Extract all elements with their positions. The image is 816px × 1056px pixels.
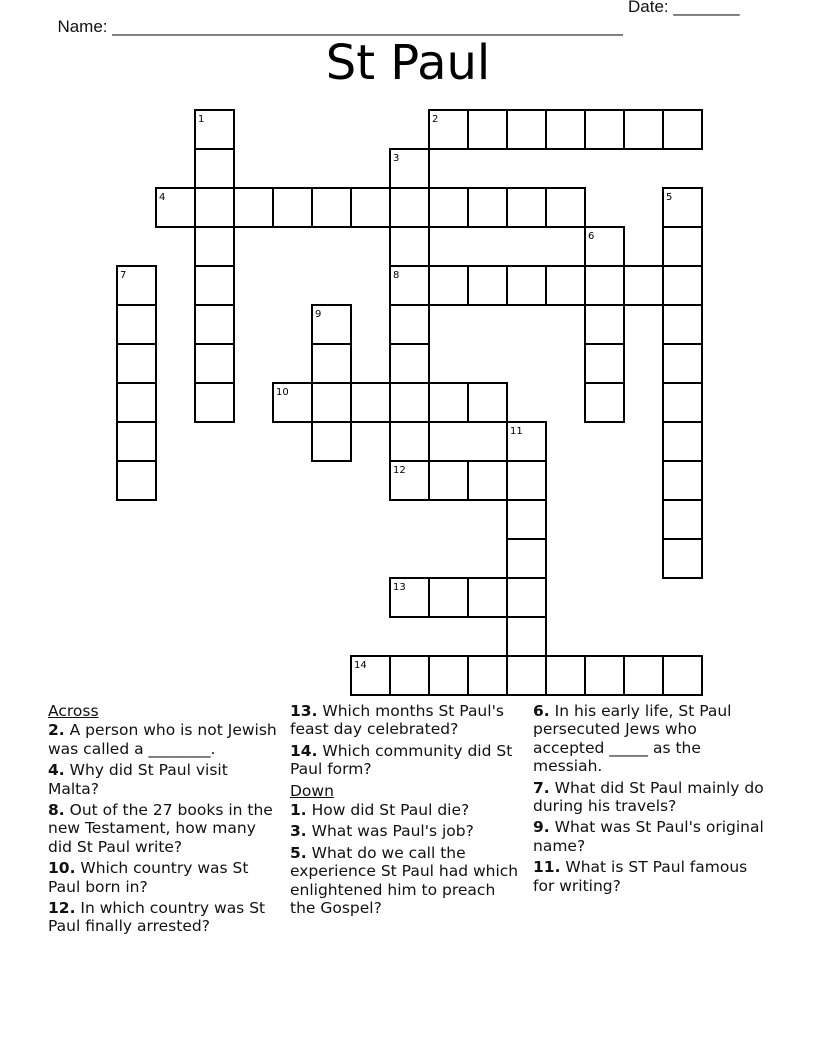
- grid-cell[interactable]: [468, 110, 507, 149]
- grid-cell[interactable]: [312, 188, 351, 227]
- clue-text: What was Paul's job?: [311, 822, 474, 841]
- grid-cell[interactable]: [429, 656, 468, 695]
- clue-across-4: [48, 761, 278, 798]
- grid-cell[interactable]: [390, 188, 429, 227]
- grid-cell[interactable]: [117, 461, 156, 500]
- clue-text: What did St Paul mainly do during his travels?: [533, 778, 764, 816]
- down-heading: Down: [290, 781, 334, 800]
- grid-cell[interactable]: [312, 422, 351, 461]
- grid-cell[interactable]: [468, 578, 507, 617]
- grid-cell[interactable]: [468, 188, 507, 227]
- grid-cell[interactable]: [585, 656, 624, 695]
- clue-text: Out of the 27 books in the new Testament, how many did St Paul write?: [48, 801, 273, 856]
- clue-down-5: [290, 844, 522, 918]
- grid-cell[interactable]: [663, 110, 702, 149]
- clue-down-7: [533, 779, 765, 816]
- grid-cell[interactable]: [312, 383, 351, 422]
- grid-cell[interactable]: [507, 617, 546, 656]
- grid-cell[interactable]: [273, 188, 312, 227]
- grid-cell[interactable]: [195, 149, 234, 188]
- cell-number: 8: [393, 270, 400, 281]
- cell-number: 5: [666, 192, 673, 203]
- grid-cell[interactable]: [390, 227, 429, 266]
- grid-cell[interactable]: [429, 266, 468, 305]
- grid-cell[interactable]: [663, 305, 702, 344]
- grid-cell[interactable]: [507, 266, 546, 305]
- grid-cell[interactable]: [468, 656, 507, 695]
- grid-cell[interactable]: [507, 578, 546, 617]
- grid-cell[interactable]: [624, 266, 663, 305]
- grid-cell[interactable]: [117, 422, 156, 461]
- clue-number: 12.: [48, 899, 76, 918]
- clue-down-6: [533, 702, 765, 776]
- grid-cell[interactable]: [468, 266, 507, 305]
- clue-across-8: [48, 801, 278, 856]
- cell-number: 10: [276, 387, 289, 398]
- name-field-label: Name: ______________________________________________________: [57, 17, 623, 36]
- cell-number: 3: [393, 153, 400, 164]
- grid-cell[interactable]: [390, 422, 429, 461]
- clue-across-10: [48, 859, 278, 896]
- cell-number: 1: [198, 114, 205, 125]
- cell-number: 7: [120, 270, 127, 281]
- grid-cell[interactable]: [390, 383, 429, 422]
- grid-cell[interactable]: [390, 305, 429, 344]
- grid-cell[interactable]: [390, 344, 429, 383]
- page-title: St Paul: [325, 35, 491, 91]
- clue-number: 1.: [290, 801, 307, 820]
- clue-column-2: [290, 702, 522, 920]
- grid-cell[interactable]: [663, 383, 702, 422]
- grid-cell[interactable]: [585, 305, 624, 344]
- clue-number: 3.: [290, 822, 307, 841]
- clue-down-9: [533, 818, 765, 855]
- clue-text: In his early life, St Paul persecuted Jews who accepted _____ as the messiah.: [533, 702, 732, 776]
- clue-number: 14.: [290, 741, 318, 760]
- grid-cell[interactable]: [585, 383, 624, 422]
- cell-number: 13: [393, 582, 406, 593]
- clue-number: 6.: [533, 702, 550, 720]
- clue-column-3: [533, 702, 765, 898]
- cell-number: 4: [159, 192, 166, 203]
- cell-number: 2: [432, 114, 439, 125]
- grid-cell[interactable]: [546, 266, 585, 305]
- grid-cell[interactable]: [195, 227, 234, 266]
- clue-text: Which months St Paul's feast day celebrated?: [290, 702, 504, 739]
- grid-cell[interactable]: [663, 656, 702, 695]
- grid-cell[interactable]: [546, 656, 585, 695]
- clue-number: 11.: [533, 858, 561, 877]
- clue-text: In which country was St Paul finally arrested?: [48, 899, 266, 936]
- grid-cell[interactable]: [624, 110, 663, 149]
- date-field-label: Date: _______: [628, 0, 740, 16]
- cell-number: 9: [315, 309, 322, 320]
- grid-cell[interactable]: [351, 188, 390, 227]
- cell-number: 11: [510, 426, 523, 437]
- grid-cell[interactable]: [117, 305, 156, 344]
- grid-cell[interactable]: [429, 383, 468, 422]
- grid-cell[interactable]: [585, 344, 624, 383]
- clue-number: 4.: [48, 761, 65, 780]
- clue-text: What do we call the experience St Paul had which enlightened him to preach the Gospel?: [290, 843, 519, 918]
- grid-cell[interactable]: [663, 344, 702, 383]
- clue-text: What is ST Paul famous for writing?: [533, 858, 748, 895]
- cell-number: 12: [393, 465, 406, 476]
- clue-text: A person who is not Jewish was called a ________.: [48, 721, 277, 758]
- grid-cell[interactable]: [195, 383, 234, 422]
- clue-down-3: [290, 822, 522, 840]
- grid-cell[interactable]: [351, 383, 390, 422]
- grid-cell[interactable]: [429, 461, 468, 500]
- grid-cell[interactable]: [195, 305, 234, 344]
- clue-number: 10.: [48, 859, 76, 878]
- grid-cell[interactable]: [507, 539, 546, 578]
- grid-cell[interactable]: [663, 539, 702, 578]
- grid-cell[interactable]: [546, 188, 585, 227]
- clue-number: 2.: [48, 721, 65, 740]
- grid-cell[interactable]: [312, 344, 351, 383]
- grid-cell[interactable]: [507, 110, 546, 149]
- clue-number: 13.: [290, 702, 318, 720]
- grid-cell[interactable]: [507, 656, 546, 695]
- grid-cell[interactable]: [585, 110, 624, 149]
- grid-cell[interactable]: [429, 188, 468, 227]
- grid-cell[interactable]: [507, 461, 546, 500]
- clue-across-13: [290, 702, 522, 739]
- grid-cell[interactable]: [507, 188, 546, 227]
- grid-cell[interactable]: [507, 500, 546, 539]
- clue-column-1: [48, 702, 278, 939]
- clue-number: 9.: [533, 818, 550, 837]
- clue-down-1: [290, 801, 522, 819]
- grid-cell[interactable]: [585, 266, 624, 305]
- clue-text: Why did St Paul visit Malta?: [48, 761, 228, 798]
- clue-across-2: [48, 721, 278, 758]
- grid-cell[interactable]: [195, 266, 234, 305]
- grid-cell[interactable]: [390, 656, 429, 695]
- grid-cell[interactable]: [117, 344, 156, 383]
- clue-number: 7.: [533, 778, 550, 797]
- grid-cell[interactable]: [663, 461, 702, 500]
- grid-cell[interactable]: [468, 383, 507, 422]
- grid-cell[interactable]: [429, 578, 468, 617]
- grid-cell[interactable]: [117, 383, 156, 422]
- cell-number: 14: [354, 660, 367, 671]
- clue-down-11: [533, 858, 765, 895]
- grid-cell[interactable]: [624, 656, 663, 695]
- grid-cell[interactable]: [234, 188, 273, 227]
- grid-cell[interactable]: [546, 110, 585, 149]
- clue-text: Which community did St Paul form?: [290, 741, 513, 779]
- grid-cell[interactable]: [663, 500, 702, 539]
- clue-text: What was St Paul's original name?: [533, 818, 764, 855]
- grid-cell[interactable]: [195, 344, 234, 383]
- clue-across-12: [48, 899, 278, 936]
- clue-number: 8.: [48, 801, 65, 820]
- grid-cell[interactable]: [663, 422, 702, 461]
- grid-cell[interactable]: [663, 266, 702, 305]
- grid-cell[interactable]: [663, 227, 702, 266]
- clue-number: 5.: [290, 843, 307, 862]
- clue-text: How did St Paul die?: [311, 801, 470, 820]
- across-heading: Across: [48, 702, 99, 720]
- grid-cell[interactable]: [195, 188, 234, 227]
- clue-across-14: [290, 742, 522, 779]
- grid-cell[interactable]: [468, 461, 507, 500]
- cell-number: 6: [588, 231, 595, 242]
- clue-text: Which country was St Paul born in?: [48, 859, 249, 896]
